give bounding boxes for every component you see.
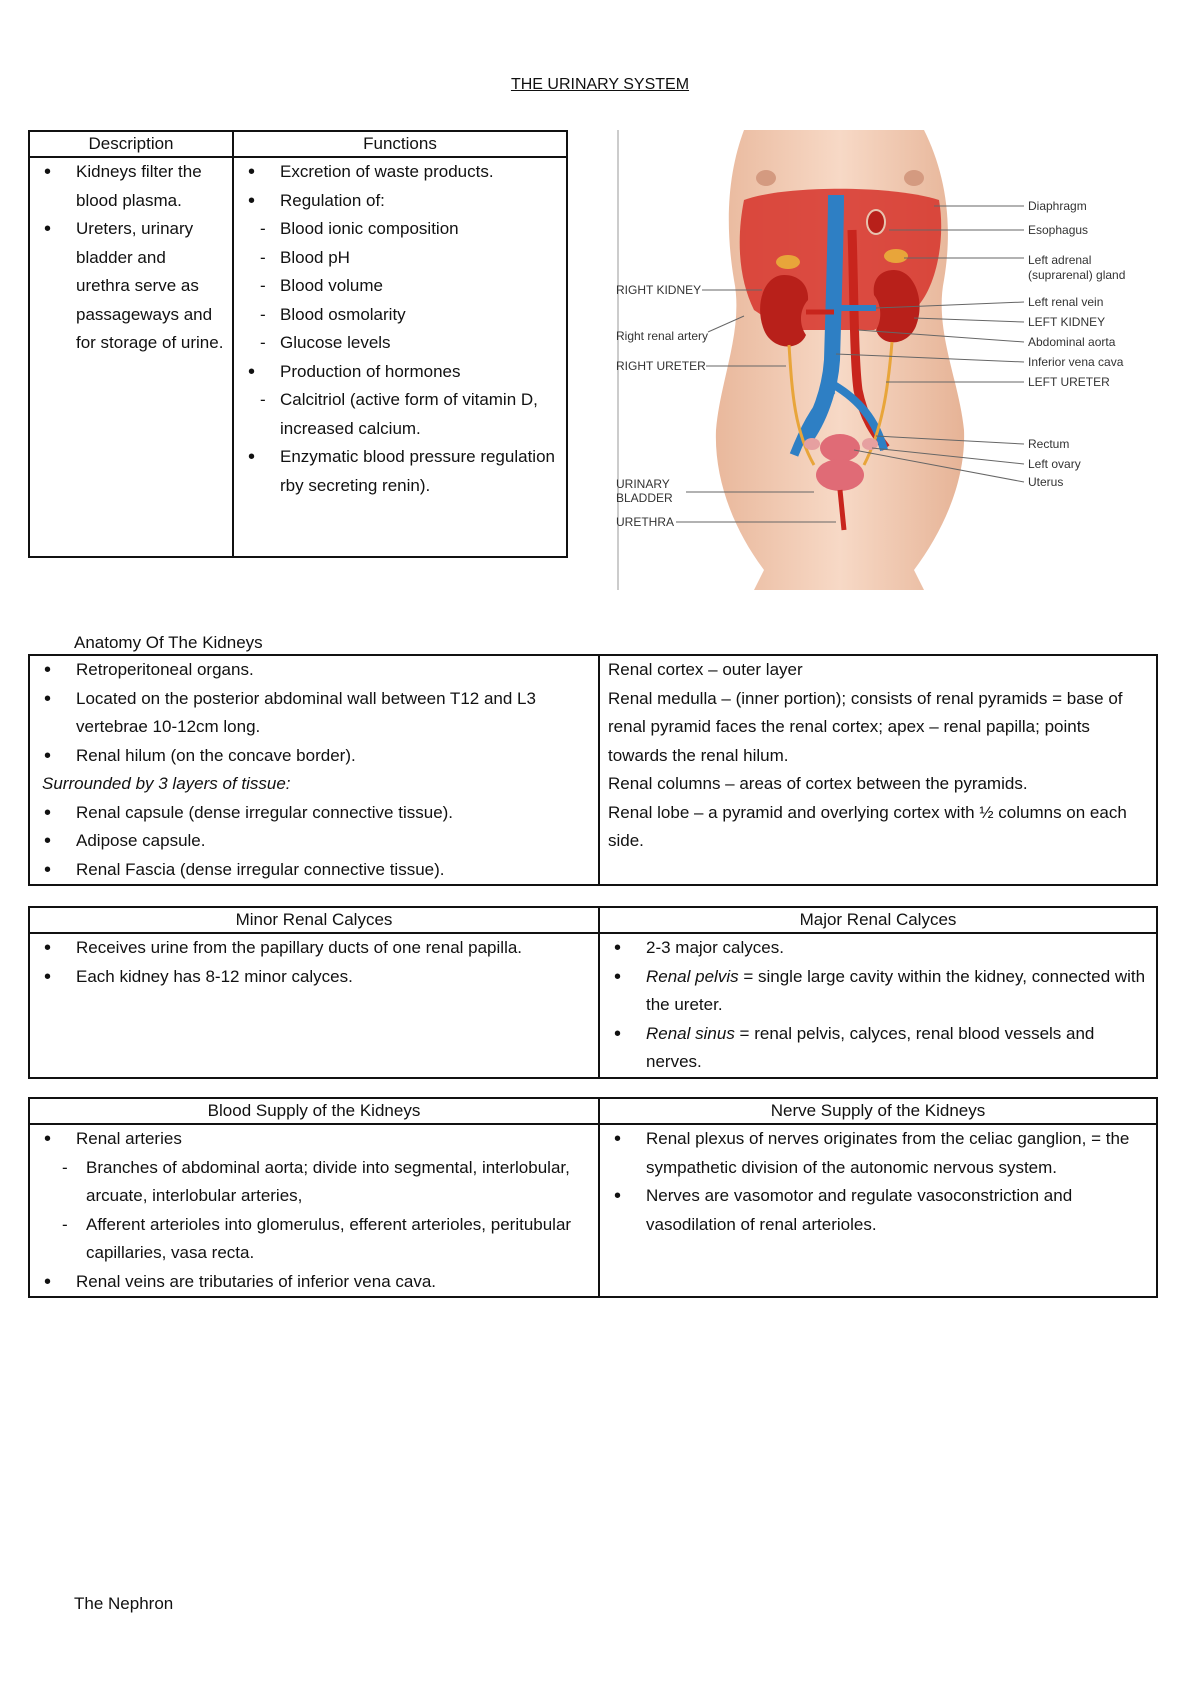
minor-calyces-item: • Receives urine from the papillary ducts of one renal papilla. <box>38 934 590 963</box>
renal-pelvis-text: = single large cavity within the kidney, connected with the ureter. <box>646 966 1146 1014</box>
description-cell <box>29 157 233 557</box>
blood-supply-cell <box>29 1124 599 1297</box>
renal-lobe-text: Renal lobe – a pyramid and overlying cortex with ½ columns on each side. <box>608 802 1127 850</box>
renal-pelvis-item <box>608 963 1148 1020</box>
description-item: • Ureters, urinary bladder and urethra serve as passageways and for storage of urine. <box>38 215 224 358</box>
nerve-supply-cell <box>599 1124 1157 1297</box>
regulation-item: - Blood pH <box>242 244 558 273</box>
regulation-item: - Blood osmolarity <box>242 301 558 330</box>
urinary-bladder <box>816 459 864 491</box>
functions-cell <box>233 157 567 557</box>
nerve-supply-item: • Nerves are vasomotor and regulate vasoconstriction and vasodilation of renal arterioles. <box>608 1182 1148 1239</box>
renal-columns-text: Renal columns – areas of cortex between the pyramids. <box>608 774 1028 793</box>
renal-cortex-text: Renal cortex – outer layer <box>608 660 803 679</box>
anatomy-item: • Renal Fascia (dense irregular connective tissue). <box>38 856 590 885</box>
regulation-item: - Glucose levels <box>242 329 558 358</box>
urinary-system-diagram <box>614 130 1174 590</box>
blood-supply-subitem: - Branches of abdominal aorta; divide into segmental, interlobular, arcuate, interlobular arteries, <box>38 1154 590 1211</box>
label-left-kidney: LEFT KIDNEY <box>1028 315 1106 329</box>
anatomy-heading: Anatomy Of The Kidneys <box>74 633 263 652</box>
anatomy-table <box>28 654 1158 886</box>
label-right-renal-artery: Right renal artery <box>616 329 709 343</box>
anatomy-item: • Retroperitoneal organs. <box>38 656 590 685</box>
regulation-item: - Blood ionic composition <box>242 215 558 244</box>
description-header: Description <box>29 131 233 157</box>
blood-supply-header: Blood Supply of the Kidneys <box>29 1098 599 1124</box>
label-urinary-bladder-1: URINARY <box>616 477 670 491</box>
renal-pelvis-term: Renal pelvis <box>646 966 739 986</box>
anatomy-item: • Adipose capsule. <box>38 827 590 856</box>
function-item: • Excretion of waste products. <box>242 158 558 187</box>
anatomy-left-cell <box>29 655 599 885</box>
anatomy-right-cell <box>599 655 1157 885</box>
minor-calyces-cell <box>29 933 599 1078</box>
label-left-adrenal-2: (suprarenal) gland <box>1028 268 1126 282</box>
renal-sinus-term: Renal sinus <box>646 1023 735 1043</box>
label-uterus: Uterus <box>1028 475 1064 489</box>
label-diaphragm: Diaphragm <box>1028 199 1087 213</box>
nephron-heading: The Nephron <box>74 1594 174 1613</box>
label-right-kidney: RIGHT KIDNEY <box>616 283 702 297</box>
label-left-ureter: LEFT URETER <box>1028 375 1110 389</box>
regulation-item: - Blood volume <box>242 272 558 301</box>
blood-supply-item: • Renal arteries <box>38 1125 590 1154</box>
label-urinary-bladder-2: BLADDER <box>616 491 673 505</box>
label-urethra: URETHRA <box>616 515 675 529</box>
label-left-adrenal-1: Left adrenal <box>1028 253 1092 267</box>
function-item: • Regulation of: <box>242 187 558 216</box>
major-calyces-cell <box>599 933 1157 1078</box>
functions-header: Functions <box>233 131 567 157</box>
anatomy-item: • Renal capsule (dense irregular connective tissue). <box>38 799 590 828</box>
surrounded-label: Surrounded by 3 layers of tissue: <box>42 774 291 793</box>
nerve-supply-item: • Renal plexus of nerves originates from the celiac ganglion, = the sympathetic division of the autonomic nervous system. <box>608 1125 1148 1182</box>
label-left-ovary: Left ovary <box>1028 457 1081 471</box>
renal-sinus-text: = renal pelvis, calyces, renal blood vessels and nerves. <box>646 1023 1095 1071</box>
major-calyces-header: Major Renal Calyces <box>599 907 1157 933</box>
label-esophagus: Esophagus <box>1028 223 1089 237</box>
major-calyces-item: • 2-3 major calyces. <box>608 934 1148 963</box>
uterus-shape <box>820 434 860 462</box>
minor-calyces-header: Minor Renal Calyces <box>29 907 599 933</box>
hormone-item: - Calcitriol (active form of vitamin D, increased calcium. <box>242 386 558 443</box>
anatomy-item: • Located on the posterior abdominal wall between T12 and L3 vertebrae 10-12cm long. <box>38 685 590 742</box>
function-item: • Enzymatic blood pressure regulation rby secreting renin). <box>242 443 558 500</box>
minor-calyces-item: • Each kidney has 8-12 minor calyces. <box>38 963 590 992</box>
page-title: THE URINARY SYSTEM <box>510 76 690 93</box>
renal-sinus-item <box>608 1020 1148 1077</box>
function-item: • Production of hormones <box>242 358 558 387</box>
label-rectum: Rectum <box>1028 437 1070 451</box>
description-item: • Kidneys filter the blood plasma. <box>38 158 224 215</box>
blood-supply-subitem: - Afferent arterioles into glomerulus, efferent arterioles, peritubular capillaries, vasa recta. <box>38 1211 590 1268</box>
label-abdominal-aorta: Abdominal aorta <box>1028 335 1116 349</box>
blood-supply-item: • Renal veins are tributaries of inferior vena cava. <box>38 1268 590 1297</box>
renal-medulla-text: Renal medulla – (inner portion); consists of renal pyramids = base of renal pyramid faces the renal cortex; apex – renal papilla; points towards the renal hilum. <box>608 688 1123 765</box>
nerve-supply-header: Nerve Supply of the Kidneys <box>599 1098 1157 1124</box>
label-inferior-vena-cava: Inferior vena cava <box>1028 355 1124 369</box>
intro-table <box>28 130 568 558</box>
label-right-ureter: RIGHT URETER <box>616 359 706 373</box>
supply-table <box>28 1097 1158 1298</box>
right-kidney <box>760 275 808 346</box>
calyces-table <box>28 906 1158 1079</box>
anatomy-item: • Renal hilum (on the concave border). <box>38 742 590 771</box>
label-left-renal-vein: Left renal vein <box>1028 295 1104 309</box>
